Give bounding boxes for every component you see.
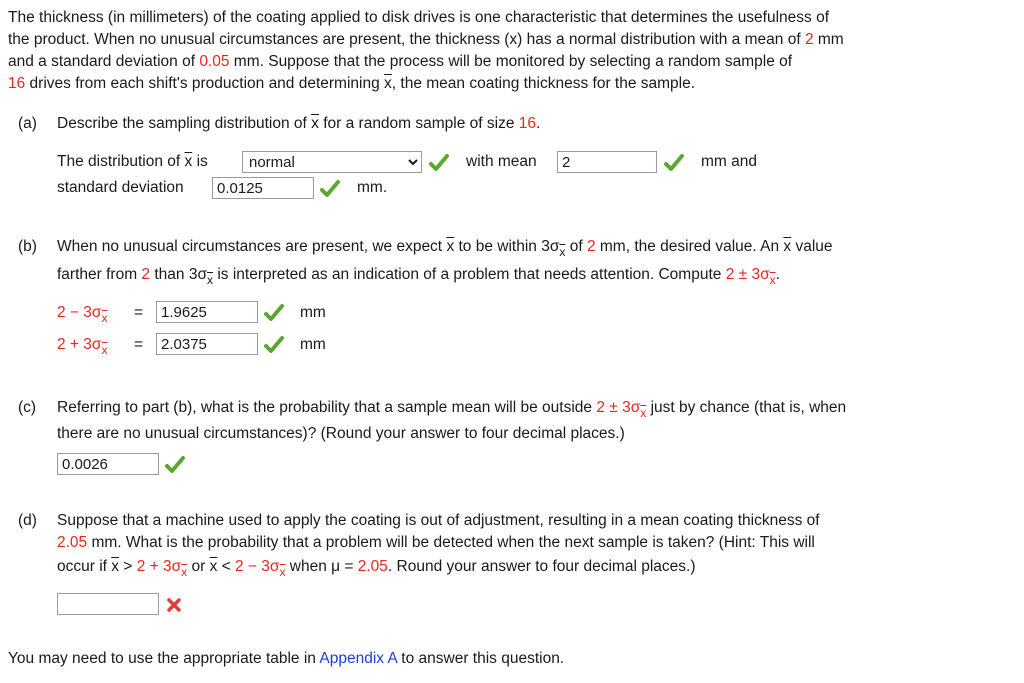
- subscript: [770, 273, 776, 287]
- sd-unit: mm.: [357, 179, 388, 196]
- text: when μ =: [285, 558, 358, 575]
- subscript: [640, 406, 646, 420]
- xbar-symbol: x: [559, 245, 566, 259]
- text: Describe the sampling distribution of: [57, 115, 312, 132]
- text: <: [217, 558, 235, 575]
- xbar-symbol: $\overline{x}$: [184, 153, 193, 170]
- detection-probability-input[interactable]: [57, 593, 159, 615]
- with-mean-label: with mean: [466, 153, 537, 170]
- part-c-label: (c): [18, 399, 37, 416]
- subscript: [181, 565, 187, 579]
- value-mean: 2.05: [357, 558, 388, 575]
- distribution-label: [57, 153, 208, 171]
- subscript: [101, 343, 107, 357]
- xbar-symbol: x: [640, 406, 647, 420]
- part-b-label: (b): [18, 238, 37, 255]
- intro-text: the product. When no unusual circumstances are present, the thickness (x) has a normal distribution with a mean of: [8, 31, 805, 48]
- probability-input[interactable]: [57, 453, 159, 475]
- value-two: 2: [586, 238, 596, 255]
- xbar-symbol: $\overline{x}$: [311, 115, 319, 132]
- part-a-n: 16: [518, 115, 537, 132]
- intro-text: , the mean coating thickness for the sample.: [391, 75, 696, 92]
- part-d-line-3: [57, 558, 696, 579]
- intro-sd: 0.05: [199, 53, 230, 70]
- xbar-symbol: $\overline{x}$: [384, 75, 392, 92]
- text: ± 3σ: [734, 266, 770, 283]
- xbar-symbol: x: [181, 565, 188, 579]
- text: than 3σ: [150, 266, 208, 283]
- text: for a random sample of size: [318, 115, 519, 132]
- intro-text: mm: [813, 31, 844, 48]
- text: mm, the desired value. An: [595, 238, 784, 255]
- sd-label: standard deviation: [57, 179, 184, 196]
- part-d-label: (d): [18, 512, 37, 529]
- value-mean: 2.05: [57, 534, 88, 551]
- text: occur if: [57, 558, 112, 575]
- plus-unit: mm: [300, 336, 326, 353]
- value-two: 2: [141, 266, 151, 283]
- text: mm. What is the probability that a problem will be detected when the next sample is taken? (Hint: This will: [87, 534, 815, 551]
- correct-check-icon: [664, 154, 684, 172]
- xbar-symbol: x: [279, 565, 286, 579]
- text: Referring to part (b), what is the probability that a sample mean will be outside: [57, 399, 597, 416]
- text: .: [775, 266, 780, 283]
- text: 2 − 3σ: [57, 304, 102, 321]
- xbar-symbol: $\overline{x}$: [783, 238, 792, 255]
- text: + 3σ: [145, 558, 182, 575]
- intro-line-2: [8, 31, 844, 49]
- part-b-line-2: [57, 266, 780, 287]
- plus-expression: [57, 336, 108, 357]
- text: farther from: [57, 266, 142, 283]
- xbar-symbol: x: [769, 273, 776, 287]
- distribution-select[interactable]: [242, 151, 422, 173]
- part-c-line-2: there are no unusual circumstances)? (Round your answer to four decimal places.): [57, 425, 625, 442]
- minus-unit: mm: [300, 304, 326, 321]
- intro-line-4: [8, 75, 695, 93]
- text: . Round your answer to four decimal places.): [387, 558, 696, 575]
- intro-text: mm. Suppose that the process will be monitored by selecting a random sample of: [229, 53, 793, 70]
- appendix-link[interactable]: Appendix A: [319, 650, 397, 667]
- subscript: [279, 565, 285, 579]
- correct-check-icon: [429, 154, 449, 172]
- sd-input[interactable]: [212, 177, 314, 199]
- xbar-symbol: x: [101, 343, 108, 357]
- part-d-line-1: Suppose that a machine used to apply the coating is out of adjustment, resulting in a mean coating thickness of: [57, 512, 820, 529]
- footer-note: [8, 650, 564, 668]
- mm-and-label: mm and: [701, 153, 757, 170]
- intro-line-1: The thickness (in millimeters) of the coating applied to disk drives is one characteristic that determines the usefulness of: [8, 9, 830, 26]
- text: ± 3σ: [604, 399, 641, 416]
- part-b-line-1: [57, 238, 833, 259]
- text: or: [187, 558, 210, 575]
- minus-value-input[interactable]: [156, 301, 258, 323]
- text: just by chance (that is, when: [646, 399, 847, 416]
- incorrect-x-icon: [166, 597, 182, 613]
- intro-mean: 2: [804, 31, 814, 48]
- intro-line-3: [8, 53, 792, 71]
- text: − 3σ: [243, 558, 280, 575]
- intro-text: drives from each shift's production and determining: [25, 75, 385, 92]
- subscript: [101, 311, 107, 325]
- intro-n: 16: [8, 75, 26, 92]
- value-two: 2: [596, 399, 605, 416]
- intro-text: and a standard deviation of: [8, 53, 200, 70]
- text: to answer this question.: [396, 650, 565, 667]
- equals-sign: =: [134, 304, 144, 321]
- correct-check-icon: [165, 456, 185, 474]
- text: is: [192, 153, 208, 170]
- plus-value-input[interactable]: [156, 333, 258, 355]
- equals-sign: =: [134, 336, 144, 353]
- correct-check-icon: [264, 336, 284, 354]
- value-two: 2: [235, 558, 244, 575]
- text: of: [565, 238, 587, 255]
- text: value: [791, 238, 833, 255]
- mean-input[interactable]: [557, 151, 657, 173]
- text: to be within 3σ: [454, 238, 560, 255]
- part-a-label: (a): [18, 115, 37, 132]
- text: 2 + 3σ: [57, 336, 102, 353]
- value-two: 2: [725, 266, 735, 283]
- minus-expression: [57, 304, 108, 325]
- part-c-line-1: [57, 399, 847, 420]
- part-a-question: [57, 115, 540, 133]
- xbar-symbol: $\overline{x}$: [446, 238, 455, 255]
- subscript: [559, 245, 565, 259]
- correct-check-icon: [320, 180, 340, 198]
- text: The distribution of: [57, 153, 185, 170]
- value-two: 2: [136, 558, 146, 575]
- xbar-symbol: x: [101, 311, 108, 325]
- xbar-symbol: $\overline{x}$: [111, 558, 120, 575]
- xbar-symbol: x: [207, 273, 214, 287]
- text: is interpreted as an indication of a problem that needs attention. Compute: [213, 266, 726, 283]
- part-d-line-2: [57, 534, 815, 552]
- xbar-symbol: $\overline{x}$: [209, 558, 218, 575]
- text: >: [119, 558, 137, 575]
- text: You may need to use the appropriate table in: [8, 650, 320, 667]
- subscript: [207, 273, 213, 287]
- text: When no unusual circumstances are present, we expect: [57, 238, 447, 255]
- text: .: [536, 115, 541, 132]
- correct-check-icon: [264, 304, 284, 322]
